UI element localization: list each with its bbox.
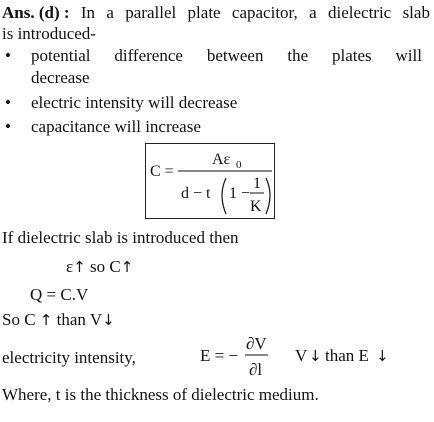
down-arrow-icon: ↓: [102, 311, 115, 329]
formula-inner-denominator: K: [250, 198, 262, 215]
so-c-than-v-line: [2, 311, 115, 328]
electricity-intensity-label: electricity intensity,: [2, 348, 136, 367]
bullet-2-text: electric intensity will decrease: [31, 93, 238, 112]
intro-word: a: [106, 3, 114, 22]
up-arrow-icon: ↑: [120, 258, 134, 276]
intro-word: parallel: [125, 3, 177, 22]
intro-word: capacitor,: [231, 3, 298, 22]
e-equals: E = −: [200, 346, 239, 365]
partial-l: ∂l: [249, 360, 263, 379]
down-arrow-icon: ↓: [309, 347, 322, 365]
up-arrow-icon: ↑: [73, 258, 86, 276]
down-arrow-icon: ↓: [376, 347, 389, 365]
bullet-word: will: [395, 46, 422, 65]
charge-equation: Q = C.V: [30, 285, 89, 304]
if-introduced-line: If dielectric slab is introduced then: [2, 228, 239, 247]
so-c-prefix: So C: [2, 310, 36, 329]
bullet-marker: •: [5, 93, 11, 112]
intro-word: a: [309, 3, 317, 22]
formula-denominator-prefix: d − t: [181, 185, 211, 202]
formula-inner-one: 1 −: [229, 185, 251, 202]
capacitance-formula: [146, 144, 276, 220]
bullet-word: plates: [332, 46, 372, 65]
epsilon-symbol: ε: [66, 257, 74, 276]
right-paren: [266, 178, 270, 214]
than-e-text: than E: [325, 346, 369, 365]
where-thickness-line: Where, t is the thickness of dielectric medium.: [2, 385, 319, 404]
bullet-word: the: [287, 46, 309, 65]
partial-v: ∂V: [246, 335, 267, 353]
field-formula-svg: [200, 335, 400, 379]
so-c-text: so C: [89, 257, 121, 276]
bullet-marker: •: [5, 46, 11, 65]
formula-inner-numerator: 1: [253, 175, 261, 192]
up-arrow-icon: ↑: [39, 311, 53, 329]
intro-line-1: [2, 4, 430, 21]
electric-field-formula: [200, 335, 400, 379]
bullet-3-text: capacitance will increase: [31, 117, 201, 136]
bullet-word: potential: [31, 46, 91, 65]
intro-word: dielectric: [327, 3, 392, 22]
left-paren: [222, 178, 226, 214]
formula-lhs: C =: [150, 163, 174, 180]
intro-word: slab: [402, 3, 430, 22]
answer-label: Ans. (d) :: [2, 3, 70, 22]
bullet-word: difference: [114, 46, 183, 65]
formula-numerator: Aε: [212, 151, 231, 168]
intro-word: plate: [187, 3, 221, 22]
intro-word: In: [80, 3, 96, 22]
capacitance-formula-box: [145, 143, 275, 219]
formula-numerator-sub: 0: [236, 159, 242, 171]
than-v-text: than V: [56, 310, 103, 329]
epsilon-increase-line: [66, 258, 133, 275]
bullet-marker: •: [5, 117, 11, 136]
bullet-1-line-1: [31, 47, 422, 64]
v-symbol: V: [295, 346, 308, 365]
bullet-word: between: [206, 46, 264, 65]
intro-line-2: is introduced-: [2, 24, 96, 43]
bullet-1-line-2: decrease: [31, 68, 90, 87]
